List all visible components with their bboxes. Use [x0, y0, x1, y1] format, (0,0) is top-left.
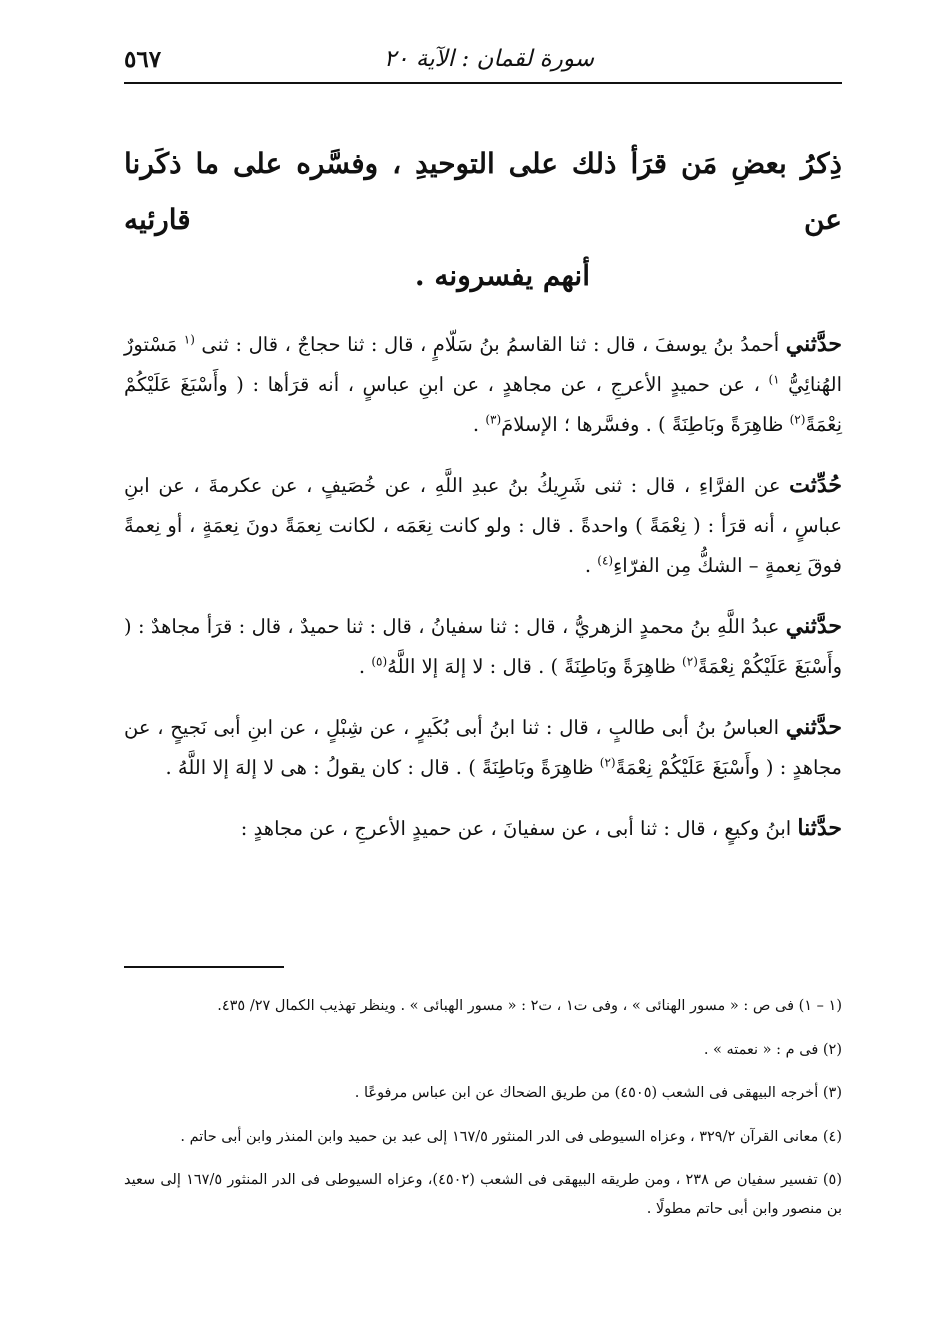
running-head — [124, 40, 842, 84]
footnote-divider — [124, 966, 284, 968]
paragraph-text: عن الفرَّاءِ ، قال : ثنى شَرِيكُ بنُ عبدِ اللَّهِ ، عن خُصَيفٍ ، عن عكرمةَ ، عن ابنِ عباسٍ ، أنه قرَأ : ( نِعْمَةً ) واحدةً . قال : ولو كانت نِعَمَه ، لكانت نِعمَةً دونَ نِعمَةٍ ، أو نِعمةً فوقَ نِعمةٍ – الشكُّ مِن الفرّاءِ — [124, 474, 842, 577]
page — [124, 40, 842, 869]
paragraph-text: ظاهِرَةً وبَاطِنَةً ) . وفسَّرها ؛ الإسلامَ — [501, 413, 790, 436]
footnote-3: (٣) أخرجه البيهقى فى الشعب (٤٥٠٥) من طريق الضحاك عن ابن عباس مرفوعًا . — [354, 1085, 842, 1101]
paragraph-text: ظاهِرَةً وبَاطِنَةً ) . قال : كان يقولُ : هى لا إلهَ إلا اللَّهُ . — [165, 756, 600, 779]
footnote-ref: (٢) — [789, 412, 806, 427]
footnote-5: (٥) تفسير سفيان ص ٢٣٨ ، ومن طريقه البيهقى فى الشعب (٤٥٠٢)، وعزاه السيوطى فى الدر المنثور ١٦٧/٥ إلى سعيد بن منصور وابن أبى حاتم مطولًا . — [124, 1172, 842, 1217]
section-heading — [124, 136, 842, 304]
footnote-4: (٤) معانى القرآن ٣٢٩/٢ ، وعزاه السيوطى فى الدر المنثور ١٦٧/٥ إلى عبد بن حميد وابن المنذر وابن أبى حاتم . — [180, 1128, 842, 1145]
footnotes — [124, 958, 842, 1239]
paragraph-text: ، عن حميدٍ الأعرجِ ، عن مجاهدٍ ، عن ابنِ عباسٍ ، أنه قرَأها : ( وأَسْبَغَ عَلَيْكُمْ نِعْمَةً — [124, 373, 842, 436]
footnote-ref: (٣) — [485, 412, 502, 427]
footnote-ref: ١) — [768, 372, 780, 387]
paragraph-lead: حدَّثني — [785, 714, 842, 740]
paragraph-text: ابنُ وكيعٍ ، قال : ثنا أبى ، عن سفيانَ ، عن حميدٍ الأعرجِ ، عن مجاهدٍ : — [240, 817, 798, 840]
paragraph-text: . — [358, 655, 372, 678]
paragraph-text: . — [472, 413, 486, 436]
paragraph-2 — [124, 465, 842, 586]
footnote-ref: (٢) — [682, 654, 698, 669]
paragraph-lead: حدَّثني — [785, 331, 842, 357]
paragraph-lead: حُدِّثت — [789, 472, 842, 498]
running-head-title: سورة لقمان : الآية ٢٠ — [383, 46, 594, 72]
paragraph-5 — [124, 808, 842, 849]
page-number: ٥٦٧ — [124, 46, 162, 73]
paragraph-text: . — [584, 554, 598, 577]
paragraph-3 — [124, 606, 842, 687]
footnote-1: (١ – ١) فى ص : « مسور الهنائى » ، وفى ت١ ، ت٢ : « مسور الهبائى » . وينظر تهذيب الكمال ٢٧/ ٤٣٥. — [217, 998, 842, 1014]
footnote-2: (٢) فى م : « نعمته » . — [703, 1041, 842, 1058]
section-heading-line-2: أنهم يفسرونه . — [414, 259, 590, 292]
paragraph-text: مَسْتورٌ الهُنائِيُّ — [124, 333, 842, 396]
footnote-ref: (٤) — [597, 553, 614, 568]
paragraph-text: أحمدُ بنُ يوسفَ ، قال : ثنا القاسمُ بنُ سَلّامٍ ، قال : ثنا حجاجٌ ، قال : ثنى — [194, 333, 786, 356]
paragraph-lead: حدَّثني — [785, 613, 842, 639]
paragraph-text: ظاهِرَةً وبَاطِنَةً ) . قال : لا إلهَ إلا اللَّهُ — [387, 655, 683, 678]
paragraph-1 — [124, 324, 842, 445]
footnote-ref: (٢) — [599, 755, 616, 770]
paragraph-lead: حدَّثنا — [797, 815, 842, 841]
paragraph-4 — [124, 707, 842, 788]
paragraph-text: العباسُ بنُ أبى طالبٍ ، قال : ثنا ابنُ أبى بُكَيرٍ ، عن شِبْلٍ ، عن ابنِ أبى نَجيحٍ ، عن مجاهدٍ : ( وأَسْبَغَ عَلَيْكُمْ نِعْمَةً — [124, 716, 842, 779]
section-heading-line-1: ذِكرُ بعضِ مَن قرَأ ذلك على التوحيدِ ، وفسَّره على ما ذكَرنا عن قارئيه — [124, 147, 842, 236]
footnote-ref: (١ — [183, 332, 195, 347]
footnote-ref: (٥) — [371, 654, 388, 669]
paragraph-text: عبدُ اللَّهِ بنُ محمدٍ الزهريُّ ، قال : ثنا سفيانُ ، قال : ثنا حميدٌ ، قال : قرَأ مجاهدٌ : ( وأَسْبَغَ عَلَيْكُمْ نِعْمَةً — [124, 615, 842, 678]
